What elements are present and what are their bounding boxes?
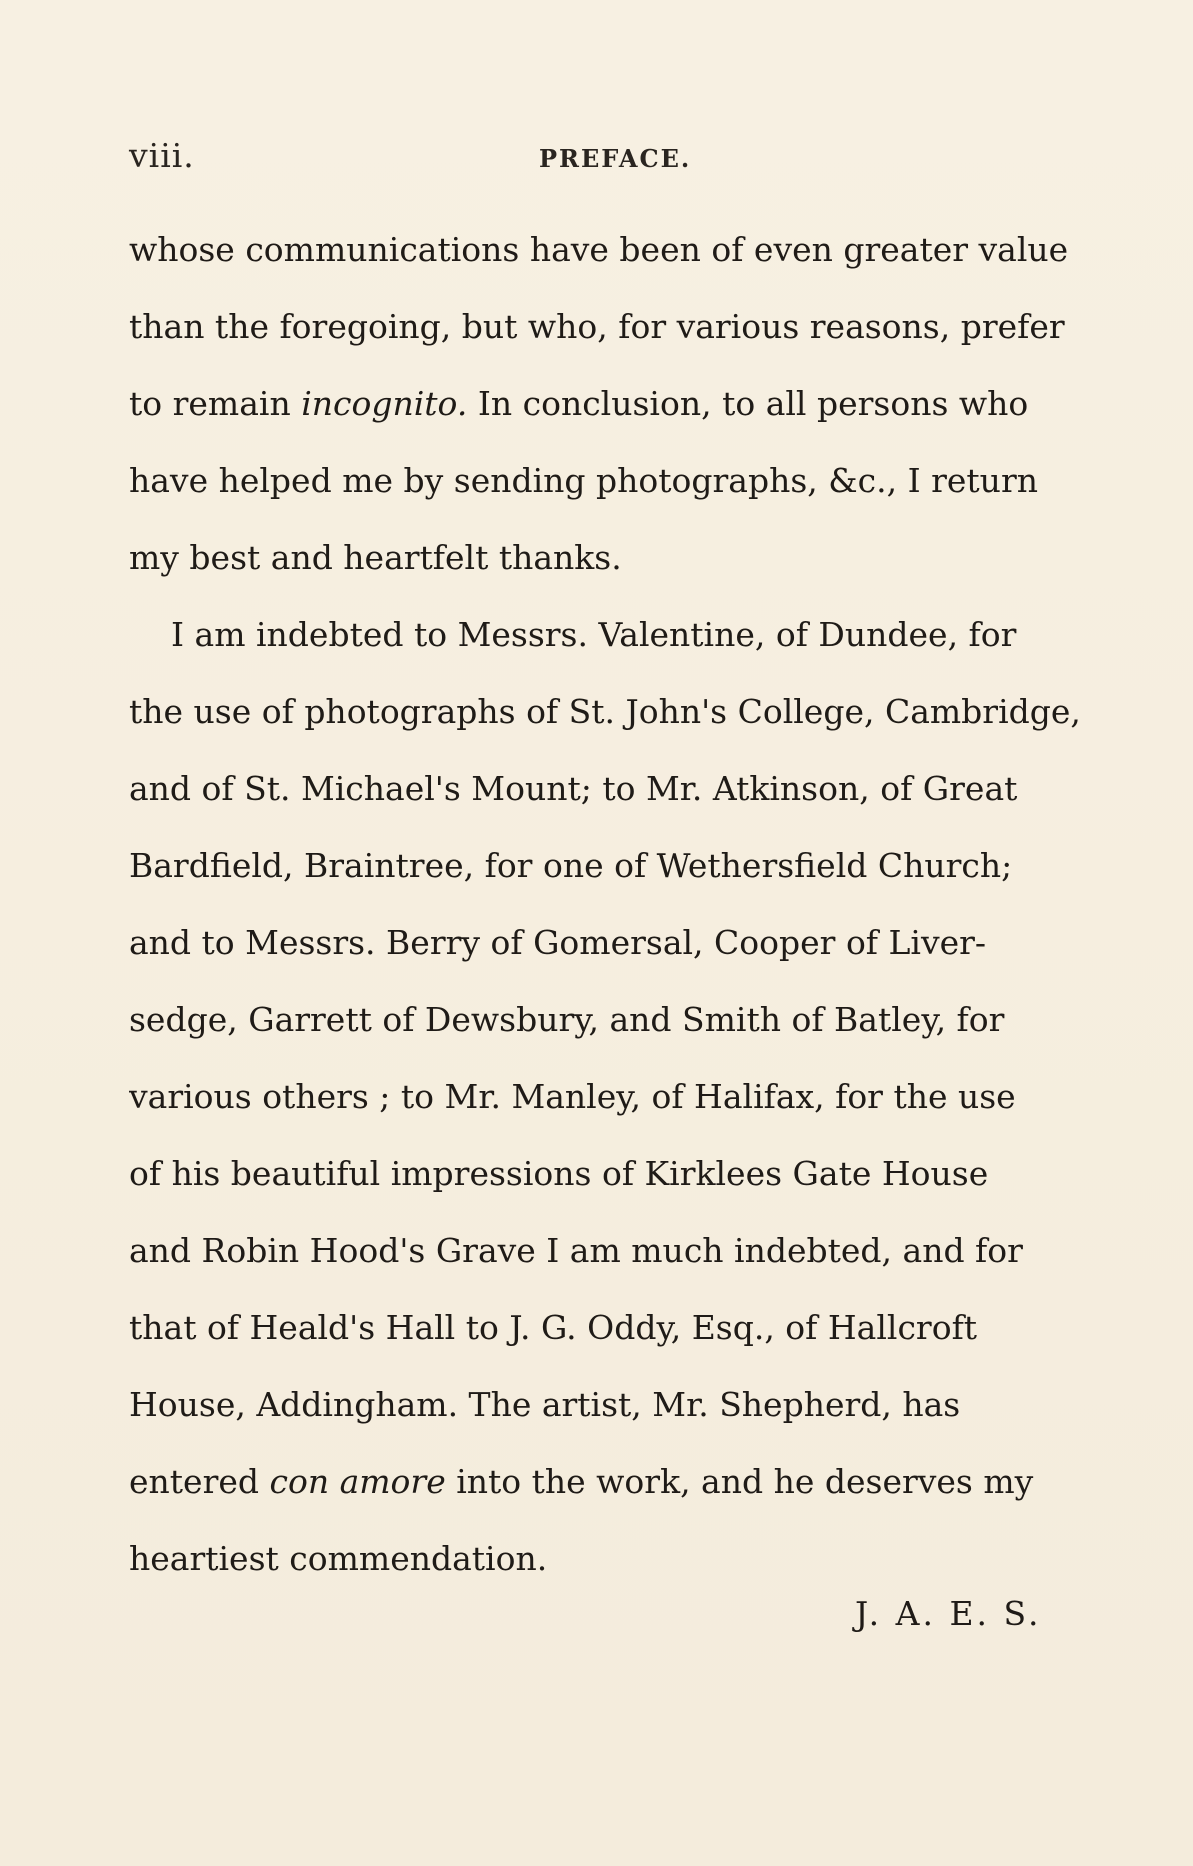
text-segment: into the work, and he deserves my: [445, 1462, 1034, 1501]
text-segment: heartiest commendation.: [129, 1539, 548, 1578]
text-line: [129, 297, 1083, 374]
text-line: [129, 1221, 1083, 1298]
text-segment: my best and heartfelt thanks.: [129, 538, 622, 577]
text-segment: have helped me by sending photographs, &c., I return: [129, 461, 1038, 500]
text-segment: I am indebted to Messrs. Valentine, of Dundee, for: [171, 615, 1017, 654]
text-line: [129, 759, 1083, 836]
text-line: [129, 1452, 1083, 1529]
text-segment: sedge, Garrett of Dewsbury, and Smith of Batley, for: [129, 1000, 1005, 1039]
running-head: PREFACE.: [539, 144, 692, 173]
italic-text: con amore: [269, 1462, 446, 1501]
preface-body: [129, 220, 1083, 1606]
text-line: [129, 1067, 1083, 1144]
text-line: [129, 682, 1083, 759]
text-segment: whose communications have been of even greater value: [129, 230, 1069, 269]
text-segment: that of Heald's Hall to J. G. Oddy, Esq., of Hallcroft: [129, 1308, 978, 1347]
text-segment: various others ; to Mr. Manley, of Halifax, for the use: [129, 1077, 1016, 1116]
text-segment: than the foregoing, but who, for various reasons, prefer: [129, 307, 1065, 346]
text-segment: the use of photographs of St. John's College, Cambridge,: [129, 692, 1081, 731]
italic-text: incognito.: [301, 384, 468, 423]
signature: J. A. E. S.: [855, 1594, 1042, 1633]
text-segment: to remain: [129, 384, 302, 423]
text-segment: and Robin Hood's Grave I am much indebted, and for: [129, 1231, 1023, 1270]
paragraph: [129, 605, 1083, 1606]
text-segment: of his beautiful impressions of Kirklees Gate House: [129, 1154, 989, 1193]
text-line: [129, 374, 1083, 451]
text-line: [129, 990, 1083, 1067]
text-segment: In conclusion, to all persons who: [467, 384, 1029, 423]
text-line: [129, 836, 1083, 913]
text-segment: entered: [129, 1462, 270, 1501]
page-header: [129, 136, 1089, 176]
text-segment: and to Messrs. Berry of Gomersal, Cooper of Liver-: [129, 923, 987, 962]
text-line: [129, 220, 1083, 297]
paragraph: [129, 220, 1083, 605]
text-line: [129, 1375, 1083, 1452]
text-line: [129, 1298, 1083, 1375]
text-line: [129, 1144, 1083, 1221]
text-segment: House, Addingham. The artist, Mr. Shepherd, has: [129, 1385, 961, 1424]
text-line: [129, 451, 1083, 528]
text-segment: and of St. Michael's Mount; to Mr. Atkinson, of Great: [129, 769, 1018, 808]
text-segment: Bardfield, Braintree, for one of Wethersfield Church;: [129, 846, 1013, 885]
page-number: viii.: [129, 136, 195, 175]
text-line: [129, 913, 1083, 990]
text-line: [129, 605, 1083, 682]
text-line: [129, 528, 1083, 605]
